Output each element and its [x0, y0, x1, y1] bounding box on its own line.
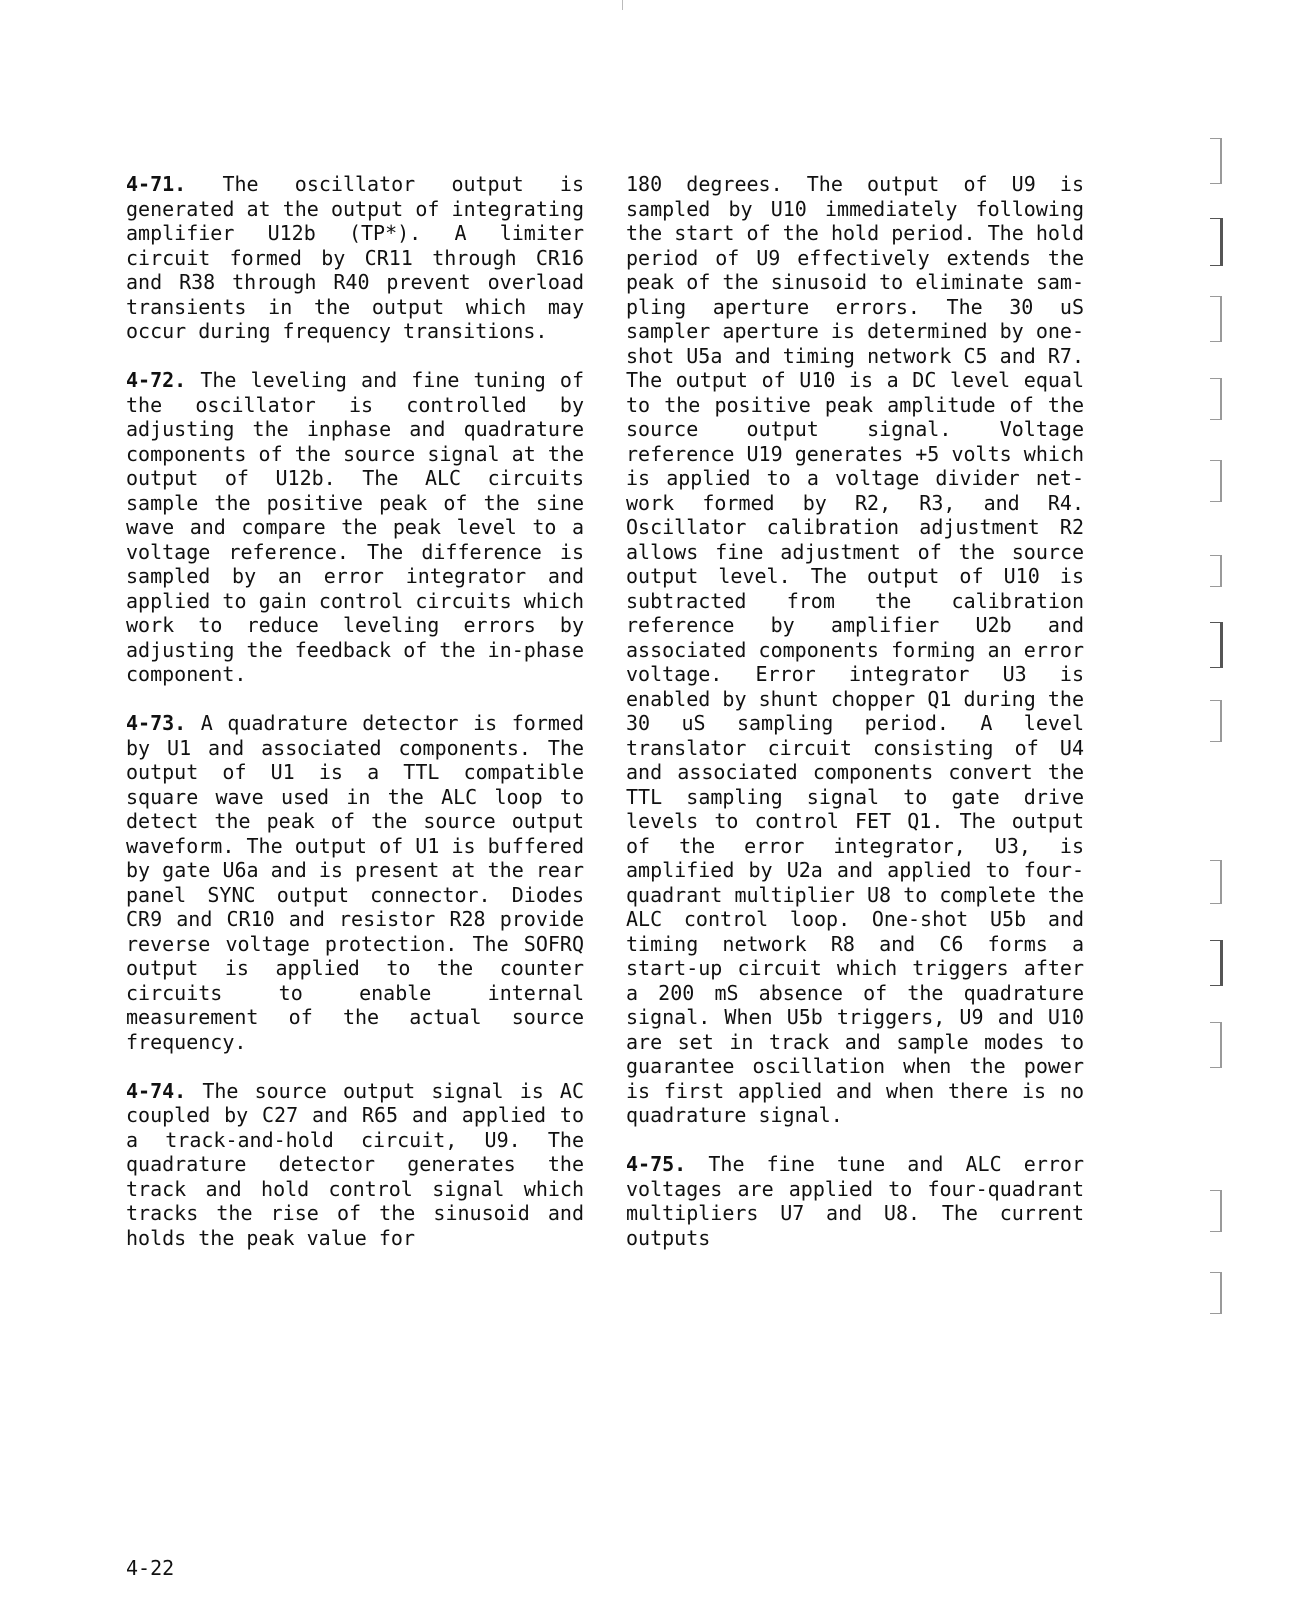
scan-edge-mark [1210, 218, 1223, 266]
paragraph-4-73 [126, 711, 584, 1054]
scan-edge-mark [1210, 1022, 1222, 1068]
paragraph-4-74 [126, 1079, 584, 1251]
scan-edge-mark [1210, 700, 1222, 742]
scan-edge-mark [1210, 1190, 1222, 1232]
paragraph-text: The source output signal is AC coupled by C27 and R65 and applied to a track-and-hold circuit, U9. The quadrature detector generates the track and hold control signal which tracks the rise of the sinusoid and holds the peak value for [126, 1078, 584, 1250]
scan-edge-mark [1210, 1272, 1222, 1314]
paragraph-4-74-continued [626, 172, 1084, 1128]
paragraph-text: A quadrature detector is formed by U1 and associated components. The output of U1 is a TTL compatible square wave used in the ALC loop to detect the peak of the source output waveform. The output of U1 is buffered by gate U6a and is present at the rear panel SYNC output connector. Diodes CR9 and CR10 and resistor R28 provide reverse voltage protection. The SOFRQ output is applied to the counter circuits to enable internal measurement of the actual source frequency. [126, 711, 584, 1054]
paragraph-number: 4-74. [126, 1078, 187, 1103]
left-column [126, 172, 584, 1275]
paragraph-text: The oscillator output is generated at the output of integrating amplifier U12b (TP*). A limiter circuit formed by CR11 through CR16 and R38 through R40 prevent overload transients in the output which may occur during frequency transitions. [126, 172, 584, 343]
paragraph-4-75 [626, 1152, 1084, 1250]
scan-edge-mark [1210, 460, 1222, 502]
page-number: 4-22 [126, 1556, 175, 1580]
paragraph-4-71 [126, 172, 584, 344]
paragraph-number: 4-72. [126, 368, 187, 392]
scan-edge-mark [1210, 622, 1223, 668]
scan-edge-mark [1210, 378, 1222, 420]
scan-edge-mark [1210, 860, 1222, 904]
paragraph-number: 4-71. [126, 172, 187, 196]
paragraph-number: 4-75. [626, 1152, 687, 1176]
scan-edge-mark [1210, 555, 1222, 587]
scan-edge-mark [1210, 296, 1222, 342]
paragraph-text: The leveling and fine tuning of the oscillator is controlled by adjusting the inphase and quadrature components of the source signal at the output of U12b. The ALC circuits sample the positive peak of the sine wave and compare the peak level to a voltage reference. The difference is sampled by an error integrator and applied to gain control circuits which work to reduce leveling errors by adjusting the feedback of the in-phase component. [126, 368, 584, 686]
paragraph-number: 4-73. [126, 711, 187, 735]
paragraph-text: 180 degrees. The output of U9 is sampled by U10 immediately following the start of the hold period. The hold period of U9 effectively extends the peak of the sinusoid to eliminate sampling aperture errors. The 30 uS sampler aperture is determined by one-shot U5a and timing network C5 and R7. The output of U10 is a DC level equal to the positive peak amplitude of the source output signal. Voltage reference U19 generates +5 volts which is applied to a voltage divider network formed by R2, R3, and R4. Oscillator calibration adjustment R2 allows fine adjustment of the source output level. The output of U10 is subtracted from the calibration reference by amplifier U2b and associated components forming an error voltage. Error integrator U3 is enabled by shunt chopper Q1 during the 30 uS sampling period. A level translator circuit consisting of U4 and associated components convert the TTL sampling signal to gate drive levels to control FET Q1. The output of the error integrator, U3, is amplified by U2a and applied to fourquadrant multiplier U8 to complete the ALC control loop. One-shot U5b and timing network R8 and C6 forms a start-up circuit which triggers after a 200 mS absence of the quadrature signal. When U5b triggers, U9 and U10 are set in track and sample modes to guarantee oscillation when the power is first applied and when there is no quadrature signal. [626, 172, 1084, 1127]
right-column [626, 172, 1084, 1275]
paragraph-text: The fine tune and ALC error voltages are applied to four-quadrant multipliers U7 and U8. The current outputs [626, 1152, 1084, 1250]
paragraph-4-72 [126, 368, 584, 687]
scan-edge-mark [1210, 940, 1223, 986]
scan-mark [622, 0, 623, 10]
scan-edge-mark [1210, 138, 1222, 184]
